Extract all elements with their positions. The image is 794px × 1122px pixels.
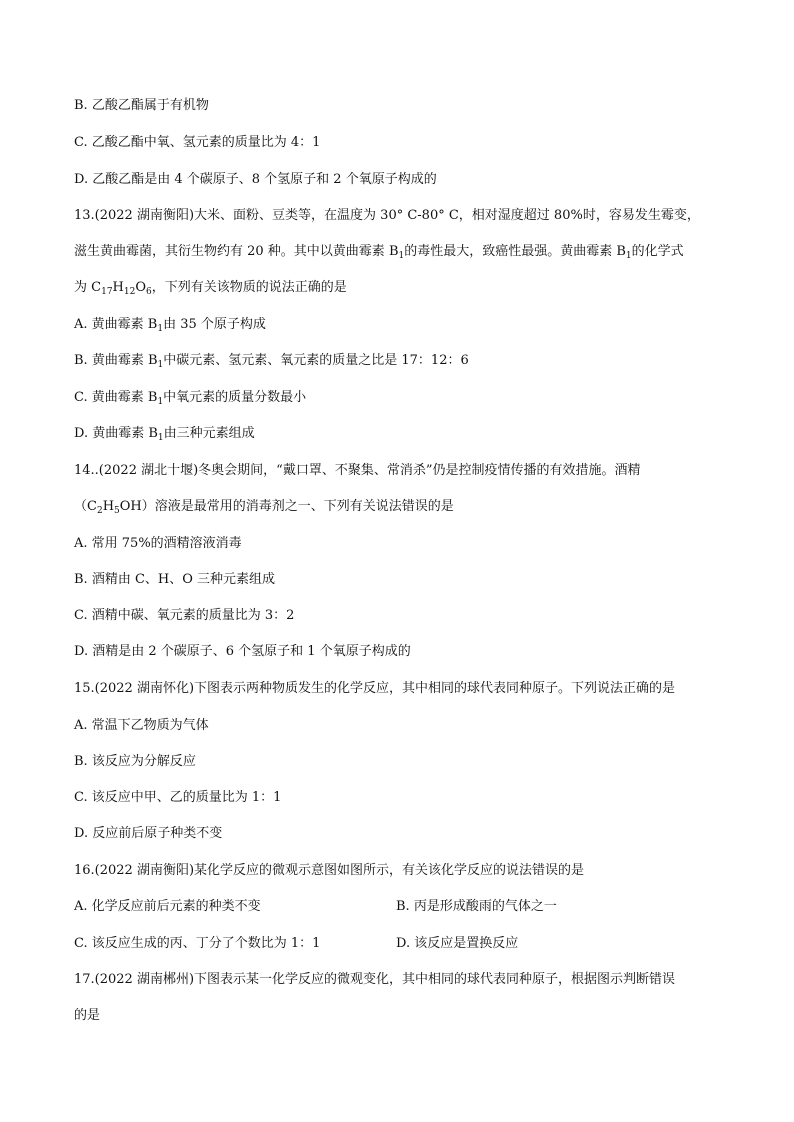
q13-option-a: A. 黄曲霉素 $B_1$由 35 个原子构成 — [74, 317, 266, 334]
q13-option-c: C. 黄曲霉素 $B_1$中氧元素的质量分数最小 — [74, 390, 307, 407]
q16-stem: 16.(2022 湖南衡阳)某化学反应的微观示意图如图所示，有关该化学反应的说法错误的是 — [74, 863, 585, 878]
q15-option-d: D. 反应前后原子种类不变 — [74, 826, 223, 841]
q13-option-b: B. 黄曲霉素 $B_1$中碳元素、氢元素、氧元素的质量之比是 17：12：6 — [74, 353, 469, 370]
q13-option-d: D. 黄曲霉素 $B_1$由三种元素组成 — [74, 426, 255, 443]
q14-stem-line1: 14..(2022 湖北十堰)冬奥会期间，“戴口罩、不聚集、常消杀”仍是控制疫情传播的有效措施。酒精 — [74, 463, 641, 478]
q16-option-d: D. 该反应是置换反应 — [396, 936, 519, 951]
q14-option-d: D. 酒精是由 2 个碳原子、6 个氢原子和 1 个氧原子构成的 — [74, 644, 411, 659]
q12-option-c: C. 乙酸乙酯中氧、氢元素的质量比为 4：1 — [74, 135, 321, 150]
q13-stem-line3: 为 $C_{17}H_{12}O_6$，下列有关该物质的说法正确的是 — [74, 280, 347, 297]
q14-stem-line2: $(C_2H_5OH)$溶液是最常用的消毒剂之一、下列有关说法错误的是 — [74, 499, 454, 516]
q17-stem-line2: 的是 — [74, 1008, 101, 1023]
q12-option-b: B. 乙酸乙酯属于有机物 — [74, 98, 209, 113]
q15-option-b: B. 该反应为分解反应 — [74, 754, 196, 769]
q14-option-a: A. 常用 75%的酒精溶液消毒 — [74, 536, 242, 551]
q14-option-b: B. 酒精由 C、H、O 三种元素组成 — [74, 572, 276, 587]
q16-option-c: C. 该反应生成的丙、丁分了个数比为 1：1 — [74, 936, 321, 951]
q15-option-c: C. 该反应中甲、乙的质量比为 1：1 — [74, 790, 282, 805]
q13-stem-line1: 13.(2022 湖南衡阳)大米、面粉、豆类等，在温度为 30° C-80° C，相对湿度超过 80%时，容易发生霉变， — [74, 208, 700, 223]
q12-option-d: D. 乙酸乙酯是由 4 个碳原子、8 个氢原子和 2 个氧原子构成的 — [74, 172, 437, 187]
q16-option-a: A. 化学反应前后元素的种类不变 — [74, 899, 261, 914]
q17-stem-line1: 17.(2022 湖南郴州)下图表示某一化学反应的微观变化，其中相同的球代表同种原子，根据图示判断错误 — [74, 972, 676, 987]
q13-stem-line2: 滋生黄曲霉菌，其衍生物约有 20 种。其中以黄曲霉素 $B_1$的毒性最大，致癌性最强。黄曲霉素 $B_1$的化学式 — [74, 244, 684, 261]
q15-stem: 15.(2022 湖南怀化)下图表示两种物质发生的化学反应，其中相同的球代表同种原子。下列说法正确的是 — [74, 681, 676, 696]
q16-option-b: B. 丙是形成酸雨的气体之一 — [396, 899, 557, 914]
q14-option-c: C. 酒精中碳、氧元素的质量比为 3：2 — [74, 608, 295, 623]
q15-option-a: A. 常温下乙物质为气体 — [74, 718, 209, 733]
